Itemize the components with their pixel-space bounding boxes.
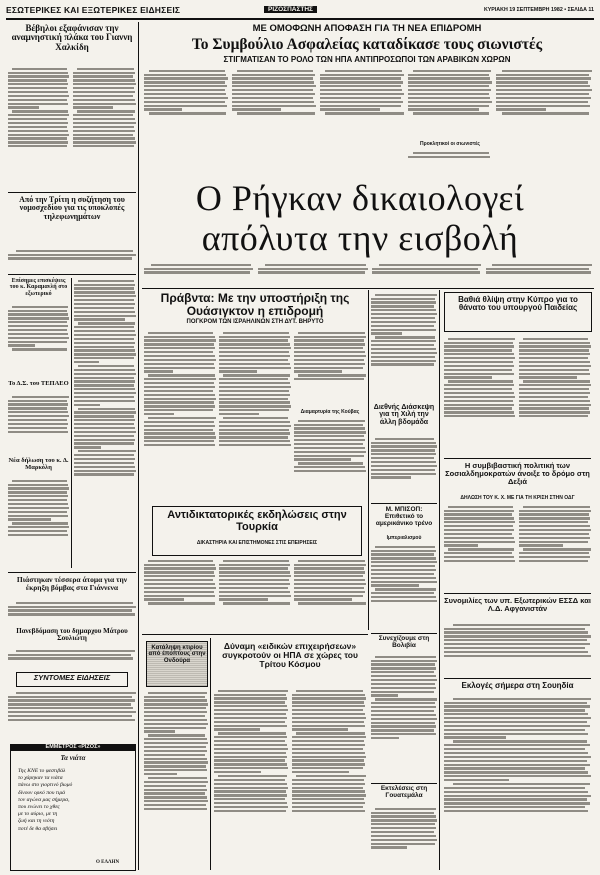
- article-mayor-body: [8, 648, 136, 668]
- mpitsi-subtitle: Ιμπεριαλισμού: [386, 535, 422, 541]
- article-plaque-body: [8, 66, 69, 188]
- gym-title: Συνεχίζουμε στη Βολιβία: [378, 635, 430, 649]
- article-karamanlis-body: [8, 304, 69, 376]
- kuwait-head: Διαμαρτυρία της Κούβας: [300, 409, 360, 415]
- symvivastiki-col-2: [519, 504, 591, 590]
- pravda-title: Πράβντα: Με την υποστήριξη της Ουάσιγκτον η επιδρομή: [160, 291, 350, 318]
- top-story-col-5: [496, 68, 592, 140]
- top-story-col-3: [320, 68, 404, 140]
- poem-line: Της ΚΝΕ το φεστιβάλ: [18, 768, 66, 774]
- symvivastiki-title: Η συμβιβαστική πολιτική των Σοσιαλδημοκρατών άνοιξε το δρόμο στη Δεξιά: [445, 461, 590, 486]
- issue-date: ΚΥΡΙΑΚΗ 19 ΣΕΠΤΕΜΒΡΗ 1982 • ΣΕΛΙΔΑ 11: [483, 7, 594, 13]
- sub-head: Προκλητικοί οι σιωνιστές: [420, 141, 480, 147]
- article-tepaeo-body: [8, 394, 69, 454]
- rule: [371, 783, 437, 784]
- poem-line: το χάρηκαν τα νιάτα: [18, 775, 63, 782]
- top-story-col-2: [232, 68, 316, 140]
- poem-line: ζωή και τη νιότη: [18, 818, 55, 825]
- rule: [8, 274, 136, 275]
- article-bomb-body: [8, 600, 136, 624]
- poem-line: τον αγώνα μας σήμερα,: [18, 796, 70, 803]
- headline-lead-col-3: [372, 262, 482, 284]
- antidikt-title: Αντιδικτατορικές εκδηλώσεις στην Τουρκία: [167, 509, 347, 533]
- main-headline: Ο Ρήγκαν δικαιολογεί απόλυτα την εισβολή: [195, 178, 525, 258]
- katalipsi-body: [144, 690, 208, 868]
- vathia-col-1: [444, 336, 515, 454]
- rule: [371, 633, 437, 634]
- ekteleseis-body: [371, 806, 437, 868]
- diethnis-title: Διεθνής Διάσκεψη για τη Χιλή την άλλη βδομάδα: [373, 404, 435, 426]
- mid-col-top: [371, 292, 437, 400]
- article-bomb-title: Πιάστηκαν τέσσερα άτομα για την έκρηξη βόμβας στα Γιάννενα: [16, 575, 128, 592]
- syno-title: Συνομιλίες των υπ. Εξωτερικών ΕΣΣΔ και Λ.Δ. Αφγανιστάν: [444, 596, 591, 613]
- article-markolis-body: [8, 478, 69, 564]
- diethnis-body: [371, 436, 437, 500]
- antidikt-col-3: [294, 558, 366, 630]
- poem-lines: [18, 768, 128, 833]
- ekteleseis-title: Εκτελέσεις στη Γουατεμάλα: [380, 785, 428, 799]
- rule: [371, 503, 437, 504]
- rule: [8, 572, 136, 573]
- short-news-label: ΣΥΝΤΟΜΕΣ ΕΙΔΗΣΕΙΣ: [33, 673, 111, 682]
- section-label: ΕΣΩΤΕΡΙΚΕΣ ΚΑΙ ΕΞΩΤΕΡΙΚΕΣ ΕΙΔΗΣΕΙΣ: [6, 5, 181, 15]
- top-title: Το Συμβούλιο Ασφαλείας καταδίκασε τους σιωνιστές: [191, 36, 543, 53]
- left-column-rule: [138, 22, 139, 870]
- rule: [439, 290, 440, 870]
- rule: [368, 290, 369, 630]
- dynami-title: Δύναμη «ειδικών επιχειρήσεων» συγκροτούν οι ΗΠΑ σε χώρες του Τρίτου Κόσμου: [222, 641, 358, 669]
- top-story-col-4: [408, 68, 492, 140]
- vathia-title: Βαθιά θλίψη στην Κύπρο για το θάνατο του υπουργού Παιδείας: [458, 295, 578, 313]
- antidikt-col-2: [219, 558, 291, 630]
- article-tepaeo-title: Το Δ.Σ. του ΤΕΠΑΕΟ: [8, 380, 69, 387]
- article-mayor-title: Πανεβδόμαση του δημαρχου Μάτρου Σουλιώτη: [16, 627, 128, 643]
- syno-body: [444, 622, 591, 674]
- rule: [71, 278, 72, 568]
- rule: [142, 288, 594, 289]
- paper-name: ΡΙΖΟΣΠΑΣΤΗΣ: [264, 6, 317, 13]
- rule: [444, 678, 591, 679]
- antidikt-subtitle: ΔΙΚΑΣΤΗΡΙΑ ΚΑΙ ΕΠΙΣΤΗΜΟΝΕΣ ΣΤΙΣ ΕΠΕΙΡΗΣΕΙΣ: [196, 540, 318, 546]
- article-karamanlis-title: Επίσημες επισκέψεις του κ. Καραμανλή στο εξωτερικό: [9, 278, 68, 297]
- katalipsi-title: Κατάληψη κτιρίου από έποπτους στην Ονδούρα: [148, 645, 206, 664]
- poem-line: πάνω στο γιορτινό βωμό: [18, 782, 73, 789]
- masthead: [6, 5, 594, 17]
- pravda-col-3: [294, 330, 366, 408]
- article-wiretap-title: Από την Τρίτη η συζήτηση του νομοσχεδίου για τις υποκλοπές τηλεφωνημάτων: [19, 195, 125, 221]
- article-plaque-body-2: [73, 66, 136, 188]
- poem-title: Τα νιάτα: [60, 754, 86, 762]
- mpitsi-body: [371, 544, 437, 630]
- pravda-col-1: [144, 330, 216, 500]
- top-story-col-1: [144, 68, 228, 140]
- rule: [8, 192, 136, 193]
- rule: [210, 638, 211, 870]
- vathia-col-2: [519, 336, 591, 454]
- col-left-a: [8, 278, 69, 568]
- antidikt-col-1: [144, 558, 216, 630]
- pravda-col-2: [219, 330, 291, 500]
- symvivastiki-col-1: [444, 504, 515, 590]
- pravda-subtitle: ΠΟΓΚΡΟΜ ΤΩΝ ΙΣΡΑΗΛΙΝΩΝ ΣΤΗ ΔΥΤ. ΒΗΡΥΤΟ: [186, 319, 324, 325]
- poem-author: Ο ΕΛΛΗΝ: [96, 860, 120, 865]
- top-story-col-4b: [408, 150, 492, 166]
- headline-lead-col-2: [258, 262, 368, 284]
- headline-lead-col-1: [144, 262, 254, 284]
- headline-lead-col-4: [486, 262, 592, 284]
- ekloges-body: [444, 696, 591, 868]
- mpitsi-title: Μ. ΜΠΙΣΟΠ: Επιθετικό το αμερικάνικο τρένο: [375, 506, 433, 527]
- top-kicker: ΜΕ ΟΜΟΦΩΝΗ ΑΠΟΦΑΣΗ ΓΙΑ ΤΗ ΝΕΑ ΕΠΙΔΡΟΜΗ: [252, 23, 482, 34]
- pravda-col-3b: [294, 418, 366, 500]
- poem-line: που ενώνει το χθες: [18, 804, 60, 811]
- symvivastiki-subtitle: ΔΗΛΩΣΗ ΤΟΥ Κ. Χ. ΜΕ ΓΙΑ ΤΗ ΚΡΙΣΗ ΣΤΗΝ ΟΔΓ: [460, 495, 575, 501]
- rizos-label: ΕΜΜΕΤΡΟΣ «ΡΙΖΟΣ»: [10, 745, 136, 751]
- ekloges-title: Εκλογές σήμερα στη Σουηδία: [461, 681, 574, 690]
- article-plaque-title: Βέβηλοι εξαφάνισαν την αναμνηστική πλάκα του Γιαννη Χαλκίδη: [11, 23, 133, 52]
- poem-line: δίνουν ορκό που τιμά: [18, 789, 66, 796]
- dynami-col-2: [292, 688, 366, 868]
- short-news-body: [8, 690, 136, 738]
- article-markolis-title: Νέα δήλωση του κ. Δ. Μαρκόλη: [8, 457, 69, 471]
- rule: [444, 458, 591, 459]
- rule: [444, 593, 591, 594]
- article-wiretap-body: [8, 248, 136, 270]
- article-continued-body: [74, 278, 136, 568]
- rule: [142, 634, 368, 635]
- masthead-rule: [6, 18, 594, 20]
- dynami-col-1: [214, 688, 288, 868]
- poem-line: ποτέ δε θα σβήσει: [18, 825, 58, 832]
- poem-line: με το αύριο, με τη: [18, 811, 58, 818]
- top-subtitle: ΣΤΙΓΜΑΤΙΣΑΝ ΤΟ ΡΟΛΟ ΤΩΝ ΗΠΑ ΑΝΤΙΠΡΟΣΩΠΟΙ ΤΩΝ ΑΡΑΒΙΚΩΝ ΧΩΡΩΝ: [223, 55, 511, 64]
- gym-body: [371, 654, 437, 780]
